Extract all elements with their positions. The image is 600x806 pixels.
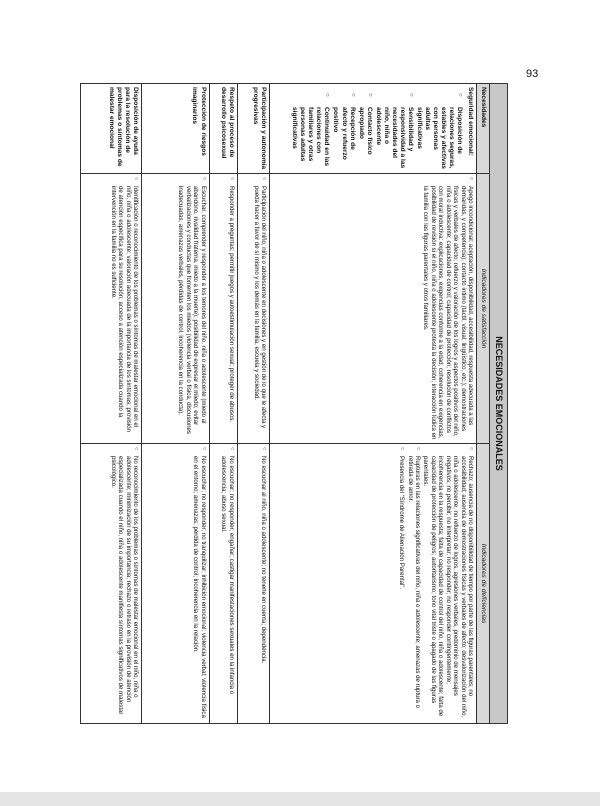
deficiency-cell bbox=[270, 444, 477, 724]
list-item: ○ Presencia del “Síndrome de Alienación Parental”. bbox=[398, 447, 405, 720]
list-item: ○ Identificación o reconocimiento de los problemas o síntomas de malestar emocional en el niño, niña o adolescente; valoración adecuada de la importancia de los síntomas; provisión de atención específica para su resolución; acceso a atención especializada cuando la intervención en la familia no es suficiente. bbox=[109, 177, 139, 440]
deficiency-list bbox=[260, 447, 267, 720]
list-item: ○ No reconocimiento de los problemas o síntomas de malestar emocional en el niño, niña o adolescente; minimización de su importancia; rechazo o retraso en la provisión de atención especializada cuando el niño, niña o adolescente manifiesta síntomas significativos de malestar psicológico. bbox=[109, 447, 139, 720]
satisfaction-cell bbox=[81, 174, 142, 444]
list-item: ○ Apego incondicional: aceptación, disponibilidad, accesibilidad, respuesta adecuada a las demandas, y competencia); contacto íntimo (táctil, visual, lingüístico, etc.); demostraciones físicas y verbales de afecto; refuerzo y valoración de los logros y aspectos positivos del niño, niña o adolescente; capacidad de control; capacidad de protección; resolución de conflictos con moral inductiva: explicaciones, exigencias conforme a la edad, coherencia en exigencias, posibilidad de revisión si el niño, niña o adolescente protesta la decisión; interacción lúdica en la familia con las figuras parentales y otros familiares. bbox=[422, 177, 474, 440]
satisfaction-list bbox=[109, 177, 139, 440]
deficiency-cell bbox=[81, 444, 142, 724]
rotated-table-container bbox=[80, 83, 508, 723]
need-title: Protección de riesgos imaginarios bbox=[191, 87, 207, 156]
list-item: ○ Rechazo; ausencia de no disponibilidad de tiempo por parte de las figuras parentales; no accesibilidad; ausencia de demostraciones físicas y verbales de afecto; desvalorización del niño, niña o adolescente, no refuerzo de logros, agresiones verbales, predominio de mensajes negativos; no percibir; no interpretar; no responder; no responder contingentemente; incoherencia en la respuesta; falta de capacidad de control del niño, niña o adolescente; falta de capacidad de protección de peligros; autoritarismo; tono vital triste o apagado de las figuras parentales. bbox=[422, 447, 474, 720]
list-item: ○ Contacto físico apropiado bbox=[357, 93, 373, 170]
list-item: ○ Continuidad en las relaciones con familiares y otras personas adultas significativas bbox=[290, 93, 330, 170]
deficiency-list bbox=[398, 447, 474, 720]
satisfaction-list bbox=[177, 177, 207, 440]
need-items-list bbox=[290, 87, 463, 170]
deficiency-cell bbox=[142, 444, 210, 724]
satisfaction-list bbox=[253, 177, 268, 440]
table-row bbox=[142, 84, 210, 724]
need-title: Seguridad emocional: bbox=[467, 87, 474, 156]
list-item: ○ Escuchar, comprender y responder a los temores del niño, niña o adolescente (miedo al abandono, rivalidad fraterna, miedo a la muerte); posibilidad de expresar el miedo; evitar verbalizaciones y conductas que fomenten los miedos (violencia verbal o física, discusiones inadecuadas, amenazas verbales, pérdidas de control, incoherencia en la conducta). bbox=[177, 177, 207, 440]
deficiency-cell bbox=[209, 444, 237, 724]
table-row bbox=[237, 84, 270, 724]
satisfaction-cell bbox=[237, 174, 270, 444]
satisfaction-cell bbox=[270, 174, 477, 444]
satisfaction-cell bbox=[142, 174, 210, 444]
list-item: ○ Participación del niño, niña o adolescente en decisiones y en gestión de lo que le afecta y pueda hacer a favor de sí mismo y los demás en la familia, escuela y sociedad. bbox=[253, 177, 268, 440]
deficiency-list bbox=[192, 447, 207, 720]
needs-table bbox=[80, 83, 508, 724]
list-item: ○ No escuchar al niño, niña o adolescente; no tenerle en cuenta; dependencia. bbox=[260, 447, 267, 720]
satisfaction-list bbox=[422, 177, 474, 440]
header-needs: Necesidades bbox=[477, 84, 490, 174]
header-deficiency-text: Indicadores de deficiencias bbox=[480, 543, 488, 624]
deficiency-list bbox=[220, 447, 235, 720]
need-cell bbox=[81, 84, 142, 174]
need-title: Participación y autonomía progresivas bbox=[252, 87, 268, 170]
header-satisfaction-text: Indicadores de satisfacción bbox=[480, 268, 488, 349]
page-number: 93 bbox=[526, 68, 539, 80]
table-row bbox=[209, 84, 237, 724]
table-row bbox=[270, 84, 477, 724]
need-cell bbox=[237, 84, 270, 174]
footer-bar bbox=[0, 792, 600, 806]
deficiency-list bbox=[109, 447, 139, 720]
satisfaction-list bbox=[227, 177, 234, 440]
list-item: ○ No escuchar; no responder; engañar; castigar manifestaciones sexuales en la infancia o adolescencia; abuso sexual. bbox=[220, 447, 235, 720]
table-row bbox=[81, 84, 142, 724]
table-title: NECESIDADES EMOCIONALES bbox=[490, 84, 508, 724]
list-item: ○ Sensibilidad y responsividad a las necesidades del niño, niña o adolescente bbox=[374, 93, 414, 170]
list-item: ○ Rupturas en las relaciones significativas del niño, niña o adolescente; amenazas de ruptura o retirada de amor. bbox=[406, 447, 421, 720]
deficiency-cell bbox=[237, 444, 270, 724]
list-item: ○ Responder a preguntas; permitir juegos y autoestimulación sexual; proteger de abusos. bbox=[227, 177, 234, 440]
list-item: ○ Disposición de relaciones seguras, estables y afectivas con personas adultas significativas bbox=[415, 93, 463, 170]
need-title: Respeto al proceso de desarrollo psicosexual bbox=[219, 87, 235, 159]
need-cell bbox=[209, 84, 237, 174]
need-cell bbox=[270, 84, 477, 174]
header-deficiency bbox=[477, 444, 490, 724]
satisfaction-cell bbox=[209, 174, 237, 444]
need-cell bbox=[142, 84, 210, 174]
list-item: ○ Recepción de afecto y refuerzo positivo bbox=[331, 93, 355, 170]
header-satisfaction bbox=[477, 174, 490, 444]
list-item: ○ No escuchar; no responder; no tranquilizar; inhibición emocional; violencia verbal; violencia física en el entorno; amenazas; pérdida de control; incoherencia en la relación. bbox=[192, 447, 207, 720]
need-title: Disposición de ayuda para la resolución de problemas o síntomas de malestar emocional bbox=[107, 87, 140, 167]
